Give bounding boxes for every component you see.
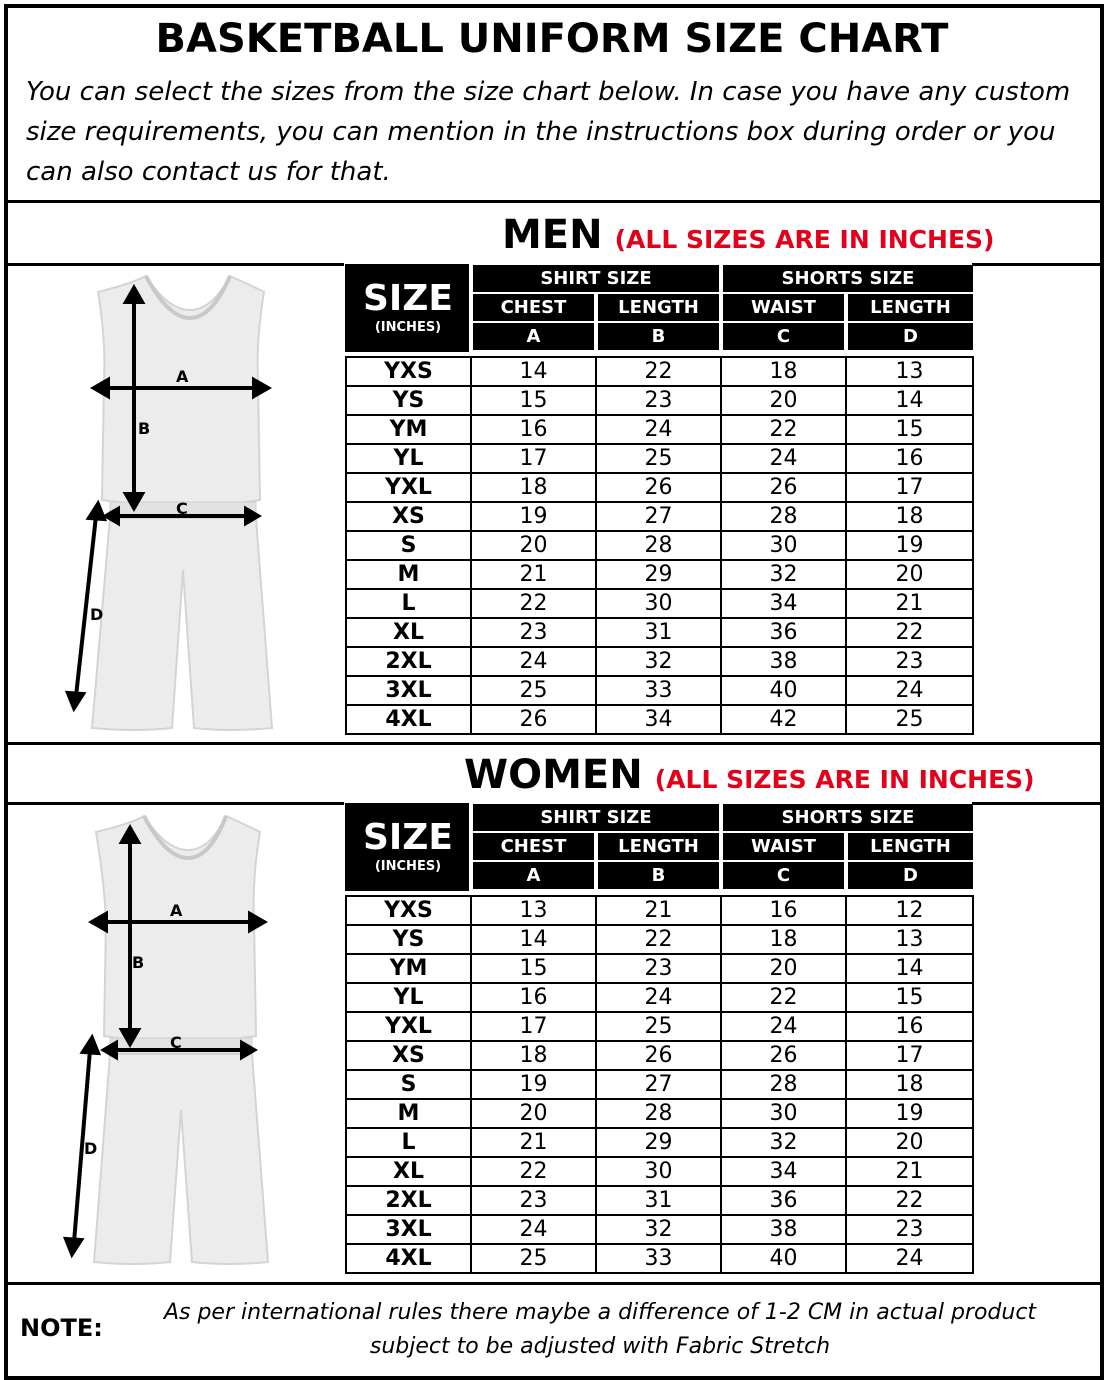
size-cell: 2XL (346, 647, 471, 676)
shirt-length-cell: 26 (596, 1041, 721, 1070)
table-row (346, 1244, 973, 1273)
shorts-length-cell: 23 (846, 1215, 973, 1244)
table-row (346, 1186, 973, 1215)
size-cell: M (346, 1099, 471, 1128)
table-row (346, 925, 973, 954)
chest-cell: 20 (471, 1099, 596, 1128)
shirt-length-cell: 24 (596, 983, 721, 1012)
size-cell: YM (346, 415, 471, 444)
shorts-length-cell: 23 (846, 647, 973, 676)
women-unit-note: (ALL SIZES ARE IN INCHES) (654, 765, 1035, 794)
shorts-length-header: LENGTH (846, 293, 973, 322)
chest-cell: 22 (471, 1157, 596, 1186)
size-cell: YXL (346, 1012, 471, 1041)
waist-cell: 34 (721, 589, 846, 618)
size-unit-label: (INCHES) (374, 859, 442, 874)
waist-cell: 34 (721, 1157, 846, 1186)
waist-cell: 30 (721, 531, 846, 560)
arrow-right-icon (254, 380, 268, 396)
jersey-illustration (98, 276, 264, 506)
shirt-length-header: LENGTH (596, 293, 721, 322)
note-label: NOTE: (20, 1314, 103, 1342)
chest-cell: 14 (471, 925, 596, 954)
note-text: As per international rules there maybe a difference of 1-2 CM in actual product subject to be adjusted with Fabric Stretch (163, 1300, 1037, 1359)
waist-cell: 26 (721, 1041, 846, 1070)
measure-a-header: A (471, 322, 596, 351)
shorts-length-cell: 14 (846, 386, 973, 415)
shorts-length-cell: 25 (846, 705, 973, 734)
shorts-length-cell: 18 (846, 1070, 973, 1099)
label-a: A (170, 901, 183, 920)
women-heading (464, 752, 1035, 798)
arrow-left-icon (106, 509, 118, 523)
shorts-length-cell: 14 (846, 954, 973, 983)
table-row (346, 589, 973, 618)
shirt-length-cell: 23 (596, 386, 721, 415)
size-unit-label: (INCHES) (374, 320, 442, 335)
shirt-length-cell: 25 (596, 1012, 721, 1041)
shorts-length-cell: 19 (846, 531, 973, 560)
shirt-length-cell: 32 (596, 1215, 721, 1244)
table-row (346, 1128, 973, 1157)
chest-cell: 20 (471, 531, 596, 560)
shirt-length-cell: 21 (596, 896, 721, 925)
size-cell: 2XL (346, 1186, 471, 1215)
shorts-length-cell: 17 (846, 1041, 973, 1070)
size-cell: 4XL (346, 705, 471, 734)
size-cell: YS (346, 925, 471, 954)
waist-cell: 38 (721, 1215, 846, 1244)
chest-cell: 25 (471, 1244, 596, 1273)
men-table-body (346, 357, 973, 734)
shirt-length-cell: 31 (596, 618, 721, 647)
divider-men-heading (4, 263, 344, 266)
shorts-length-cell: 13 (846, 925, 973, 954)
shorts-length-cell: 17 (846, 473, 973, 502)
shirt-length-cell: 26 (596, 473, 721, 502)
table-row (346, 983, 973, 1012)
chest-cell: 19 (471, 502, 596, 531)
shirt-length-cell: 30 (596, 1157, 721, 1186)
page-title: BASKETBALL UNIFORM SIZE CHART (155, 16, 949, 62)
arrow-left-icon (104, 1043, 116, 1057)
table-row (346, 415, 973, 444)
shorts-length-cell: 21 (846, 1157, 973, 1186)
table-row (346, 531, 973, 560)
size-cell: 3XL (346, 1215, 471, 1244)
size-cell: XS (346, 1041, 471, 1070)
chest-cell: 26 (471, 705, 596, 734)
waist-cell: 26 (721, 473, 846, 502)
measure-c-header: C (721, 861, 846, 890)
men-unit-note: (ALL SIZES ARE IN INCHES) (614, 225, 995, 254)
chest-cell: 17 (471, 1012, 596, 1041)
women-uniform-diagram (60, 810, 340, 1280)
shorts-length-cell: 15 (846, 983, 973, 1012)
waist-cell: 36 (721, 1186, 846, 1215)
measure-d-header: D (846, 322, 973, 351)
label-b: B (138, 419, 151, 438)
chest-cell: 22 (471, 589, 596, 618)
table-row (346, 560, 973, 589)
chest-cell: 15 (471, 954, 596, 983)
size-cell: YXS (346, 357, 471, 386)
chest-cell: 21 (471, 560, 596, 589)
shirt-length-cell: 23 (596, 954, 721, 983)
table-row (346, 1070, 973, 1099)
shorts-size-group-header: SHORTS SIZE (721, 804, 973, 832)
table-row (346, 357, 973, 386)
size-column-header (346, 265, 471, 351)
table-row (346, 647, 973, 676)
shirt-length-cell: 30 (596, 589, 721, 618)
shorts-length-cell: 19 (846, 1099, 973, 1128)
waist-cell: 42 (721, 705, 846, 734)
intro-text: You can select the sizes from the size chart below. In case you have any custom size requirements, you can mention in the instructions box during order or you can also contact us for that. (26, 77, 1071, 187)
table-row (346, 386, 973, 415)
divider-women-heading-right (972, 802, 1100, 805)
waist-cell: 16 (721, 896, 846, 925)
size-label: SIZE (362, 278, 454, 319)
chest-cell: 19 (471, 1070, 596, 1099)
waist-header: WAIST (721, 832, 846, 861)
arrow-up-icon (83, 1038, 98, 1053)
size-cell: S (346, 531, 471, 560)
size-cell: YM (346, 954, 471, 983)
size-cell: 4XL (346, 1244, 471, 1273)
chest-cell: 13 (471, 896, 596, 925)
table-row (346, 502, 973, 531)
size-column-header (346, 804, 471, 890)
size-cell: YL (346, 983, 471, 1012)
chest-cell: 16 (471, 983, 596, 1012)
table-row (346, 618, 973, 647)
waist-cell: 18 (721, 925, 846, 954)
chest-cell: 23 (471, 618, 596, 647)
size-cell: YS (346, 386, 471, 415)
shirt-length-cell: 33 (596, 676, 721, 705)
shirt-length-cell: 33 (596, 1244, 721, 1273)
men-title: MEN (502, 212, 603, 258)
shirt-size-group-header: SHIRT SIZE (471, 804, 721, 832)
waist-cell: 18 (721, 357, 846, 386)
shirt-length-header: LENGTH (596, 832, 721, 861)
shorts-length-cell: 24 (846, 676, 973, 705)
chest-cell: 25 (471, 676, 596, 705)
size-cell: YXS (346, 896, 471, 925)
arrow-left-icon (94, 380, 108, 396)
table-row (346, 473, 973, 502)
arrow-up-icon (89, 504, 104, 519)
shirt-length-cell: 22 (596, 925, 721, 954)
label-c: C (176, 499, 188, 518)
shorts-length-cell: 18 (846, 502, 973, 531)
measure-d-header: D (846, 861, 973, 890)
shorts-length-cell: 22 (846, 618, 973, 647)
shirt-length-cell: 29 (596, 560, 721, 589)
women-table-body (346, 896, 973, 1273)
table-row (346, 1099, 973, 1128)
table-row (346, 954, 973, 983)
waist-cell: 20 (721, 954, 846, 983)
men-size-table (345, 264, 974, 735)
arrow-right-icon (250, 914, 264, 930)
size-cell: M (346, 560, 471, 589)
shirt-length-cell: 28 (596, 531, 721, 560)
shorts-length-header: LENGTH (846, 832, 973, 861)
shirt-length-cell: 28 (596, 1099, 721, 1128)
shirt-length-cell: 32 (596, 647, 721, 676)
table-row (346, 705, 973, 734)
chest-cell: 23 (471, 1186, 596, 1215)
arrow-left-icon (92, 914, 106, 930)
label-d: D (90, 605, 104, 624)
table-row (346, 1041, 973, 1070)
waist-cell: 28 (721, 1070, 846, 1099)
measure-c-header: C (721, 322, 846, 351)
label-d: D (84, 1139, 98, 1158)
size-cell: L (346, 1128, 471, 1157)
size-cell: XL (346, 1157, 471, 1186)
shirt-size-group-header: SHIRT SIZE (471, 265, 721, 293)
shorts-length-cell: 20 (846, 560, 973, 589)
arrow-down-icon (66, 1239, 81, 1254)
shorts-length-cell: 12 (846, 896, 973, 925)
waist-cell: 22 (721, 983, 846, 1012)
table-row (346, 676, 973, 705)
waist-cell: 30 (721, 1099, 846, 1128)
shorts-length-cell: 15 (846, 415, 973, 444)
shorts-size-group-header: SHORTS SIZE (721, 265, 973, 293)
chest-header: CHEST (471, 293, 596, 322)
shorts-illustration (94, 1038, 268, 1264)
women-size-table (345, 803, 974, 1274)
waist-cell: 32 (721, 560, 846, 589)
chest-cell: 18 (471, 473, 596, 502)
size-cell: 3XL (346, 676, 471, 705)
waist-cell: 24 (721, 444, 846, 473)
size-cell: YXL (346, 473, 471, 502)
measure-b-header: B (596, 322, 721, 351)
waist-cell: 40 (721, 676, 846, 705)
waist-cell: 28 (721, 502, 846, 531)
label-a: A (176, 367, 189, 386)
arrow-down-icon (68, 693, 83, 708)
size-cell: L (346, 589, 471, 618)
shirt-length-cell: 31 (596, 1186, 721, 1215)
divider-intro (4, 200, 1100, 203)
shirt-length-cell: 29 (596, 1128, 721, 1157)
chest-cell: 24 (471, 1215, 596, 1244)
table-row (346, 896, 973, 925)
label-b: B (132, 953, 145, 972)
men-uniform-diagram (60, 270, 340, 740)
women-title: WOMEN (464, 752, 643, 798)
divider-men-heading-right (972, 263, 1100, 266)
size-cell: YL (346, 444, 471, 473)
divider-women (4, 742, 1100, 745)
size-cell: XS (346, 502, 471, 531)
shorts-illustration (92, 502, 272, 730)
size-cell: XL (346, 618, 471, 647)
shorts-length-cell: 16 (846, 1012, 973, 1041)
chest-cell: 17 (471, 444, 596, 473)
shorts-length-cell: 22 (846, 1186, 973, 1215)
chest-cell: 15 (471, 386, 596, 415)
shirt-length-cell: 25 (596, 444, 721, 473)
men-heading (502, 212, 994, 258)
chest-cell: 21 (471, 1128, 596, 1157)
jersey-illustration (96, 816, 260, 1042)
chest-cell: 18 (471, 1041, 596, 1070)
waist-header: WAIST (721, 293, 846, 322)
table-row (346, 1157, 973, 1186)
table-row (346, 1215, 973, 1244)
shorts-length-cell: 21 (846, 589, 973, 618)
waist-cell: 36 (721, 618, 846, 647)
shorts-length-cell: 13 (846, 357, 973, 386)
size-cell: S (346, 1070, 471, 1099)
waist-cell: 20 (721, 386, 846, 415)
shirt-length-cell: 27 (596, 1070, 721, 1099)
measure-a-header: A (471, 861, 596, 890)
waist-cell: 32 (721, 1128, 846, 1157)
table-row (346, 444, 973, 473)
waist-cell: 22 (721, 415, 846, 444)
size-label: SIZE (362, 817, 454, 858)
shirt-length-cell: 27 (596, 502, 721, 531)
shirt-length-cell: 24 (596, 415, 721, 444)
divider-note (4, 1282, 1100, 1285)
shirt-length-cell: 34 (596, 705, 721, 734)
table-row (346, 1012, 973, 1041)
chest-header: CHEST (471, 832, 596, 861)
shirt-length-cell: 22 (596, 357, 721, 386)
waist-cell: 38 (721, 647, 846, 676)
shorts-length-cell: 16 (846, 444, 973, 473)
chest-cell: 24 (471, 647, 596, 676)
label-c: C (170, 1033, 182, 1052)
divider-women-heading (4, 802, 344, 805)
measure-b-header: B (596, 861, 721, 890)
waist-cell: 40 (721, 1244, 846, 1273)
shorts-length-cell: 20 (846, 1128, 973, 1157)
waist-cell: 24 (721, 1012, 846, 1041)
chest-cell: 16 (471, 415, 596, 444)
shorts-length-cell: 24 (846, 1244, 973, 1273)
chest-cell: 14 (471, 357, 596, 386)
